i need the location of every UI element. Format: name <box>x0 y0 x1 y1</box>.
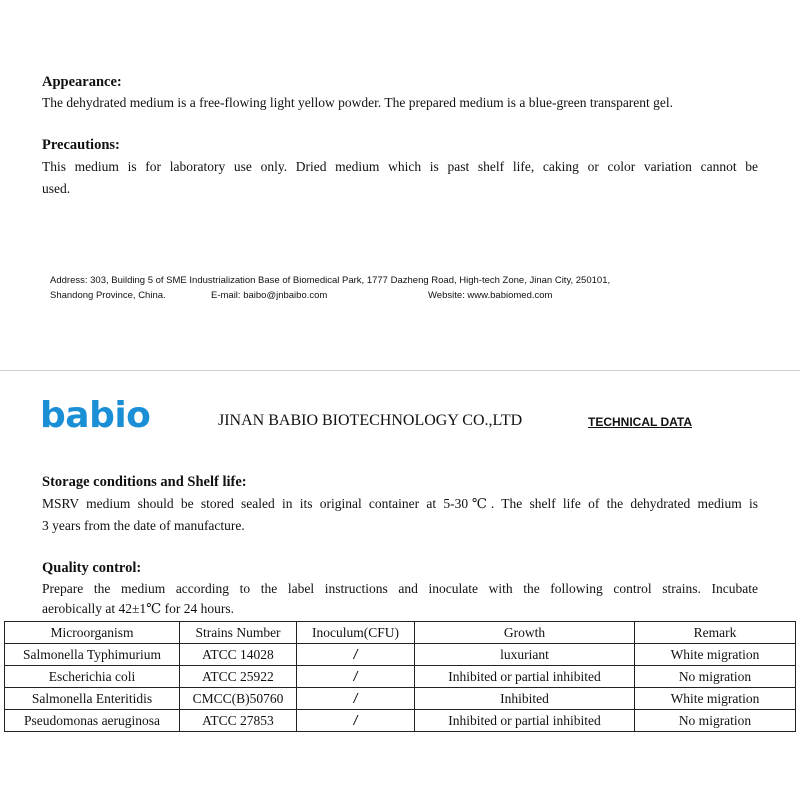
page-divider <box>0 370 800 371</box>
table-row <box>5 710 796 732</box>
babio-logo <box>40 395 150 436</box>
quality-text-line2: aerobically at 42±1℃ for 24 hours. <box>42 601 234 616</box>
cell-remark: White migration <box>635 644 796 666</box>
col-header-inoculum: Inoculum(CFU) <box>297 622 415 644</box>
quality-text-line1: Prepare the medium according to the label instructions and inoculate with the following control strains. Incubate <box>42 581 758 596</box>
quality-heading: Quality control: <box>42 560 142 576</box>
cell-remark: No migration <box>635 710 796 732</box>
logo-text-part2: io <box>114 395 151 436</box>
cell-microorganism: Pseudomonas aeruginosa <box>5 710 180 732</box>
cell-microorganism: Salmonella Typhimurium <box>5 644 180 666</box>
cell-inoculum: / <box>297 710 415 732</box>
cell-microorganism: Escherichia coli <box>5 666 180 688</box>
table-header-row <box>5 622 796 644</box>
cell-growth: Inhibited or partial inhibited <box>415 710 635 732</box>
cell-growth: Inhibited or partial inhibited <box>415 666 635 688</box>
quality-control-table <box>4 621 796 732</box>
footer-email: E-mail: baibo@jnbaibo.com <box>211 290 328 301</box>
col-header-growth: Growth <box>415 622 635 644</box>
cell-microorganism: Salmonella Enteritidis <box>5 688 180 710</box>
storage-text-line2: 3 years from the date of manufacture. <box>42 518 245 533</box>
cell-inoculum: / <box>297 688 415 710</box>
col-header-strains-number: Strains Number <box>180 622 297 644</box>
col-header-remark: Remark <box>635 622 796 644</box>
footer-address: Address: 303, Building 5 of SME Industrialization Base of Biomedical Park, 1777 Dazheng Road, High-tech Zone, Jinan City, 250101, <box>50 275 611 286</box>
cell-strains-number: ATCC 27853 <box>180 710 297 732</box>
footer-website: Website: www.babiomed.com <box>428 290 553 301</box>
cell-growth: Inhibited <box>415 688 635 710</box>
table-row <box>5 644 796 666</box>
table-row <box>5 688 796 710</box>
cell-inoculum: / <box>297 644 415 666</box>
table-row <box>5 666 796 688</box>
storage-heading: Storage conditions and Shelf life: <box>42 474 247 490</box>
col-header-microorganism: Microorganism <box>5 622 180 644</box>
storage-text-line1: MSRV medium should be stored sealed in its original container at 5-30℃. The shelf life of the dehydrated medium is <box>42 496 758 511</box>
precautions-text-line1: This medium is for laboratory use only. Dried medium which is past shelf life, caking or color variation cannot be <box>42 159 758 174</box>
doc-type-label: TECHNICAL DATA <box>588 415 692 429</box>
appearance-heading: Appearance: <box>42 74 122 90</box>
footer-address-line2: Shandong Province, China. <box>50 290 166 301</box>
logo-text-part1: bab <box>40 395 115 436</box>
cell-remark: White migration <box>635 688 796 710</box>
precautions-heading: Precautions: <box>42 137 120 153</box>
precautions-text-line2: used. <box>42 181 71 196</box>
company-name: JINAN BABIO BIOTECHNOLOGY CO.,LTD <box>218 412 523 429</box>
cell-strains-number: CMCC(B)50760 <box>180 688 297 710</box>
cell-inoculum: / <box>297 666 415 688</box>
cell-growth: luxuriant <box>415 644 635 666</box>
appearance-text: The dehydrated medium is a free-flowing light yellow powder. The prepared medium is a blue-green transparent gel. <box>42 95 674 110</box>
cell-remark: No migration <box>635 666 796 688</box>
cell-strains-number: ATCC 14028 <box>180 644 297 666</box>
cell-strains-number: ATCC 25922 <box>180 666 297 688</box>
